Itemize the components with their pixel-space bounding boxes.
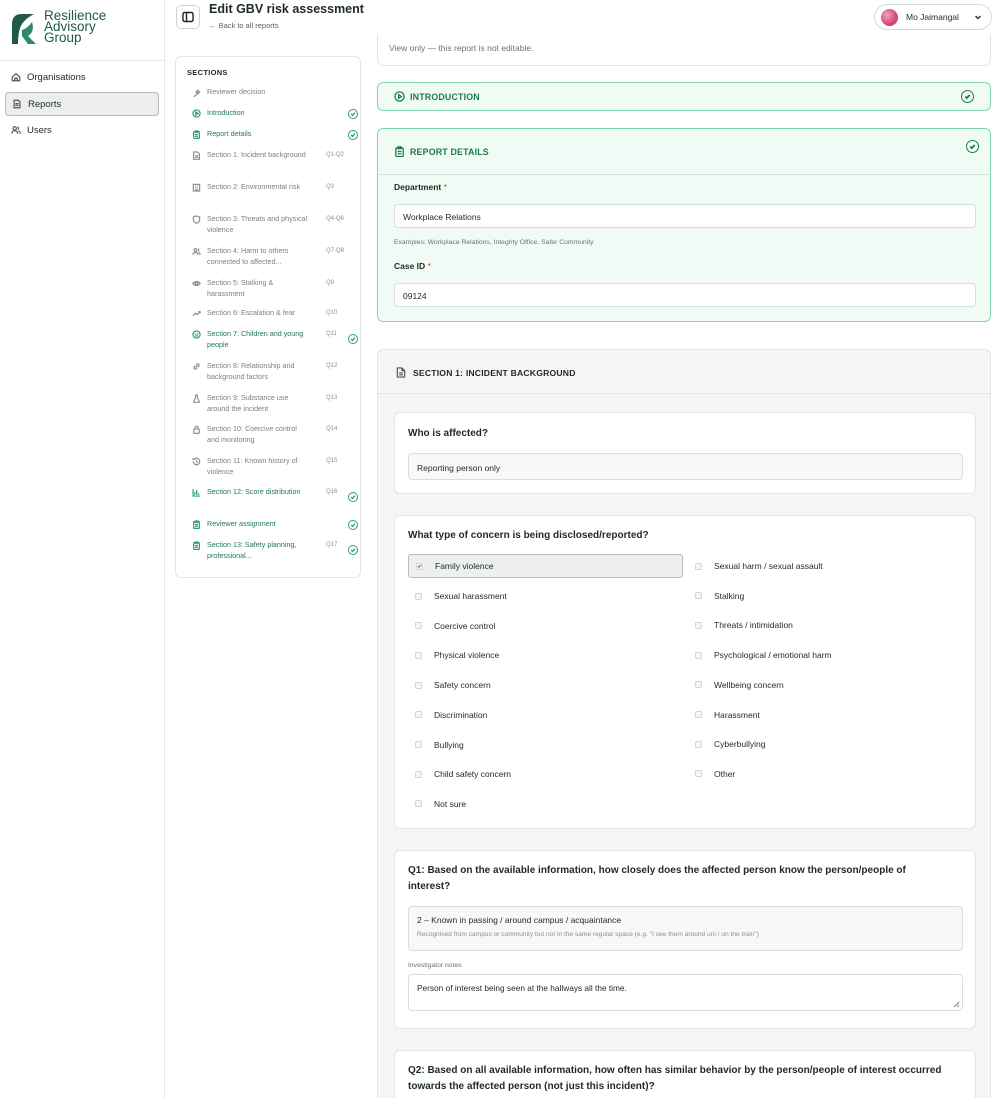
checkbox-icon (415, 711, 422, 718)
required-mark: * (427, 261, 431, 271)
concern-checkbox[interactable] (415, 621, 495, 631)
view-only-notice: View only — this report is not editable. (377, 34, 991, 66)
gavel-icon (192, 88, 201, 97)
section-question-range: Q12 (326, 363, 338, 369)
brand-line-3: Group (44, 30, 82, 45)
concern-checkbox[interactable] (415, 680, 491, 690)
concern-type-question (394, 515, 976, 829)
section-nav-item[interactable] (192, 87, 358, 98)
concern-label: Not sure (434, 798, 467, 809)
panel-left-icon (182, 11, 194, 23)
department-field[interactable]: Workplace Relations (394, 204, 976, 228)
brand-name (44, 10, 106, 43)
investigator-notes-field[interactable] (408, 974, 963, 1011)
checkbox-icon (415, 593, 422, 600)
section-nav-label: Section 4: Harm to others connected to affected... (207, 246, 289, 266)
section-nav-label: Report details (207, 129, 252, 138)
file-icon (396, 367, 406, 378)
introduction-card[interactable] (377, 82, 991, 111)
section-question-range: Q14 (326, 426, 338, 432)
section-nav-label: Section 10: Coercive control and monitoring (207, 424, 297, 444)
eye-icon (192, 279, 201, 288)
clipboard-icon (192, 541, 201, 550)
lock-icon (192, 425, 201, 434)
section-question-range: Q11 (326, 331, 337, 337)
section-nav-item[interactable] (192, 361, 358, 382)
concern-checkbox[interactable] (415, 799, 466, 809)
baby-icon (192, 330, 201, 339)
section-nav-item[interactable] (192, 456, 358, 477)
building-icon (192, 183, 201, 192)
sections-title: SECTIONS (187, 68, 228, 77)
nav-label: Users (27, 124, 52, 136)
section-nav-item[interactable] (192, 519, 358, 530)
top-header (165, 0, 1000, 34)
section-nav-item[interactable] (192, 182, 358, 193)
section-nav-item[interactable] (192, 487, 358, 498)
section-nav-item[interactable] (192, 150, 358, 161)
file-icon (192, 151, 201, 160)
concern-checkbox[interactable] (415, 710, 487, 720)
concern-checkbox[interactable] (695, 620, 793, 630)
concern-checkbox[interactable] (695, 769, 735, 779)
bar-chart-icon (192, 488, 201, 497)
section-nav-item[interactable] (192, 308, 358, 319)
concern-label: Discrimination (434, 709, 488, 720)
question-title: What type of concern is being disclosed/reported? (408, 530, 649, 541)
case-id-label (394, 261, 431, 271)
section-question-range: Q17 (326, 542, 338, 548)
concern-checkbox[interactable] (408, 554, 683, 578)
section-question-range: Q7-Q8 (326, 248, 345, 254)
divider (378, 393, 990, 394)
brand-line-1: Resilience (44, 8, 107, 23)
checkbox-icon (415, 741, 422, 748)
q1-answer-value: 2 – Known in passing / around campus / acquaintance (417, 915, 622, 925)
section-nav-label: Section 1: Incident background (207, 150, 306, 159)
concern-label: Threats / intimidation (714, 620, 793, 631)
q2-question (394, 1050, 976, 1098)
divider (378, 174, 990, 175)
concern-label: Bullying (434, 739, 464, 750)
section-nav-item[interactable] (192, 108, 358, 119)
section-nav-label: Section 7: Children and young people (207, 329, 304, 349)
section-1-title: SECTION 1: INCIDENT BACKGROUND (413, 367, 576, 378)
checkbox-icon (695, 681, 702, 688)
sidebar-toggle-button[interactable] (176, 5, 200, 29)
section-nav-label: Introduction (207, 108, 245, 117)
sections-panel (175, 56, 361, 578)
section-question-range: Q3 (326, 184, 335, 190)
concern-label: Other (714, 768, 736, 779)
section-question-range: Q13 (326, 395, 338, 401)
section-nav-item[interactable] (192, 424, 358, 445)
concern-checkbox[interactable] (695, 739, 766, 749)
nav-label: Reports (28, 98, 62, 110)
section-question-range: Q16 (326, 489, 338, 495)
checkbox-checked-icon (416, 563, 423, 570)
link-icon (192, 362, 201, 371)
section-nav-item[interactable] (192, 129, 358, 140)
checkbox-icon (415, 652, 422, 659)
section-question-range: Q1-Q2 (326, 152, 345, 158)
concern-checkbox[interactable] (695, 591, 744, 601)
concern-label: Sexual harassment (434, 591, 507, 601)
clipboard-icon (394, 146, 405, 157)
section-nav-label: Section 6: Escalation & fear (207, 308, 296, 317)
user-name: Mo Jaimangal (906, 12, 959, 22)
brand-mark-icon (8, 10, 40, 46)
concern-label: Physical violence (434, 650, 500, 661)
trend-up-icon (192, 309, 201, 318)
brand-line-2: Advisory (44, 19, 96, 34)
concern-label: Family violence (435, 561, 494, 571)
check-circle-icon (961, 90, 974, 103)
left-sidebar (0, 0, 165, 1098)
check-circle-icon (348, 492, 358, 502)
nav-label: Organisations (27, 71, 86, 83)
section-nav-label: Section 3: Threats and physical violence (207, 214, 308, 234)
section-nav-item[interactable] (192, 246, 358, 267)
section-nav-item[interactable] (192, 393, 358, 414)
who-affected-select[interactable]: Reporting person only (408, 453, 963, 480)
checkbox-icon (695, 563, 702, 570)
nav-item-organisations[interactable] (5, 65, 159, 89)
home-icon (11, 72, 21, 82)
case-id-field[interactable]: 09124 (394, 283, 976, 307)
department-label (394, 182, 447, 192)
chevron-down-icon (974, 13, 982, 21)
checkbox-icon (695, 652, 702, 659)
report-details-title: REPORT DETAILS (410, 146, 489, 157)
history-icon (192, 457, 201, 466)
concern-checkbox[interactable] (415, 650, 499, 660)
question-title: Who is affected? (408, 428, 489, 439)
who-affected-question (394, 412, 976, 494)
section-question-range: Q15 (326, 458, 338, 464)
introduction-title: INTRODUCTION (410, 91, 480, 102)
checkbox-icon (415, 682, 422, 689)
concern-checkbox[interactable] (695, 561, 823, 571)
section-question-range: Q4-Q6 (326, 216, 345, 222)
check-circle-icon (348, 130, 358, 140)
concern-label: Stalking (714, 590, 745, 601)
concern-checkbox[interactable] (695, 650, 832, 660)
report-details-card (377, 128, 991, 322)
section-nav-label: Reviewer decision (207, 87, 266, 96)
question-title: Q1: Based on the available information, how closely does the affected person know the person/people of interest? (408, 865, 906, 892)
department-label-text: Department (394, 182, 442, 192)
concern-checkbox[interactable] (415, 769, 511, 779)
case-id-label-text: Case ID (394, 261, 426, 271)
document-icon (12, 99, 22, 109)
check-circle-icon (348, 520, 358, 530)
shield-icon (192, 215, 201, 224)
section-nav-label: Reviewer assignment (207, 519, 276, 528)
concern-checkbox[interactable] (695, 680, 784, 690)
concern-checkbox[interactable] (415, 740, 464, 750)
report-details-header[interactable] (394, 146, 489, 157)
concern-label: Harassment (714, 709, 760, 720)
page-title: Edit GBV risk assessment (209, 2, 364, 16)
clipboard-icon (192, 520, 201, 529)
q1-answer-select[interactable] (408, 906, 963, 951)
user-menu-button[interactable] (874, 4, 992, 30)
question-title: Q2: Based on all available information, how often has similar behavior by the person/people of interest occurred towards the affected person (not just this incident)? (408, 1065, 942, 1092)
checkbox-icon (415, 800, 422, 807)
nav-item-users[interactable] (5, 118, 159, 142)
checkbox-icon (415, 771, 422, 778)
users-icon (11, 125, 21, 135)
resize-handle-icon[interactable] (952, 1000, 960, 1008)
concern-label: Child safety concern (434, 769, 512, 780)
back-to-reports-link[interactable]: ← Back to all reports (209, 21, 279, 30)
section-question-range: Q9 (326, 280, 335, 286)
q1-answer-description: Recognised from campus or community but not in the same regular space (e.g. "I see them around uni / on the train") (417, 931, 759, 938)
concern-label: Cyberbullying (714, 739, 766, 750)
user-group-icon (192, 247, 201, 256)
checkbox-icon (695, 711, 702, 718)
concern-checkbox[interactable] (415, 591, 507, 601)
q1-question (394, 850, 976, 1029)
concern-label: Sexual harm / sexual assault (714, 561, 823, 571)
concern-label: Safety concern (434, 680, 491, 691)
clipboard-icon (192, 130, 201, 139)
concern-label: Wellbeing concern (714, 679, 784, 690)
concern-label: Coercive control (434, 620, 496, 631)
section-nav-label: Section 9: Substance use around the incident (207, 393, 289, 413)
section-1-card (377, 349, 991, 1098)
checkbox-icon (695, 741, 702, 748)
required-mark: * (443, 182, 447, 192)
checkbox-icon (695, 622, 702, 629)
department-helper-text: Examples: Workplace Relations, Integrity Office, Safer Community (394, 239, 594, 246)
play-circle-icon (394, 91, 405, 102)
section-question-range: Q10 (326, 310, 338, 316)
section-1-header[interactable] (396, 367, 576, 378)
section-nav-label: Section 8: Relationship and background factors (207, 361, 295, 381)
section-nav-label: Section 2: Environmental risk (207, 182, 301, 191)
check-circle-icon (966, 140, 979, 153)
section-nav-label: Section 13: Safety planning, professional... (207, 540, 297, 560)
section-nav-item[interactable] (192, 540, 358, 561)
section-nav-item[interactable] (192, 278, 358, 299)
check-circle-icon (348, 545, 358, 555)
section-nav-label: Section 11: Known history of violence (207, 456, 298, 476)
checkbox-icon (695, 592, 702, 599)
section-nav-item[interactable] (192, 329, 358, 350)
sidebar-divider (0, 60, 164, 61)
concern-checkbox[interactable] (695, 710, 760, 720)
check-circle-icon (348, 109, 358, 119)
section-nav-label: Section 5: Stalking & harassment (207, 278, 274, 298)
investigator-notes-value: Person of interest being seen at the hallways all the time. (417, 983, 627, 993)
nav-item-reports[interactable] (5, 92, 159, 116)
section-nav-item[interactable] (192, 214, 358, 235)
check-circle-icon (348, 334, 358, 344)
investigator-notes-label: Investigator notes (408, 962, 462, 969)
brand-logo[interactable] (8, 10, 158, 50)
section-nav-label: Section 12: Score distribution (207, 487, 301, 496)
concern-label: Psychological / emotional harm (714, 650, 832, 661)
play-circle-icon (192, 109, 201, 118)
avatar (881, 9, 898, 26)
checkbox-icon (415, 622, 422, 629)
checkbox-icon (695, 770, 702, 777)
flask-icon (192, 394, 201, 403)
